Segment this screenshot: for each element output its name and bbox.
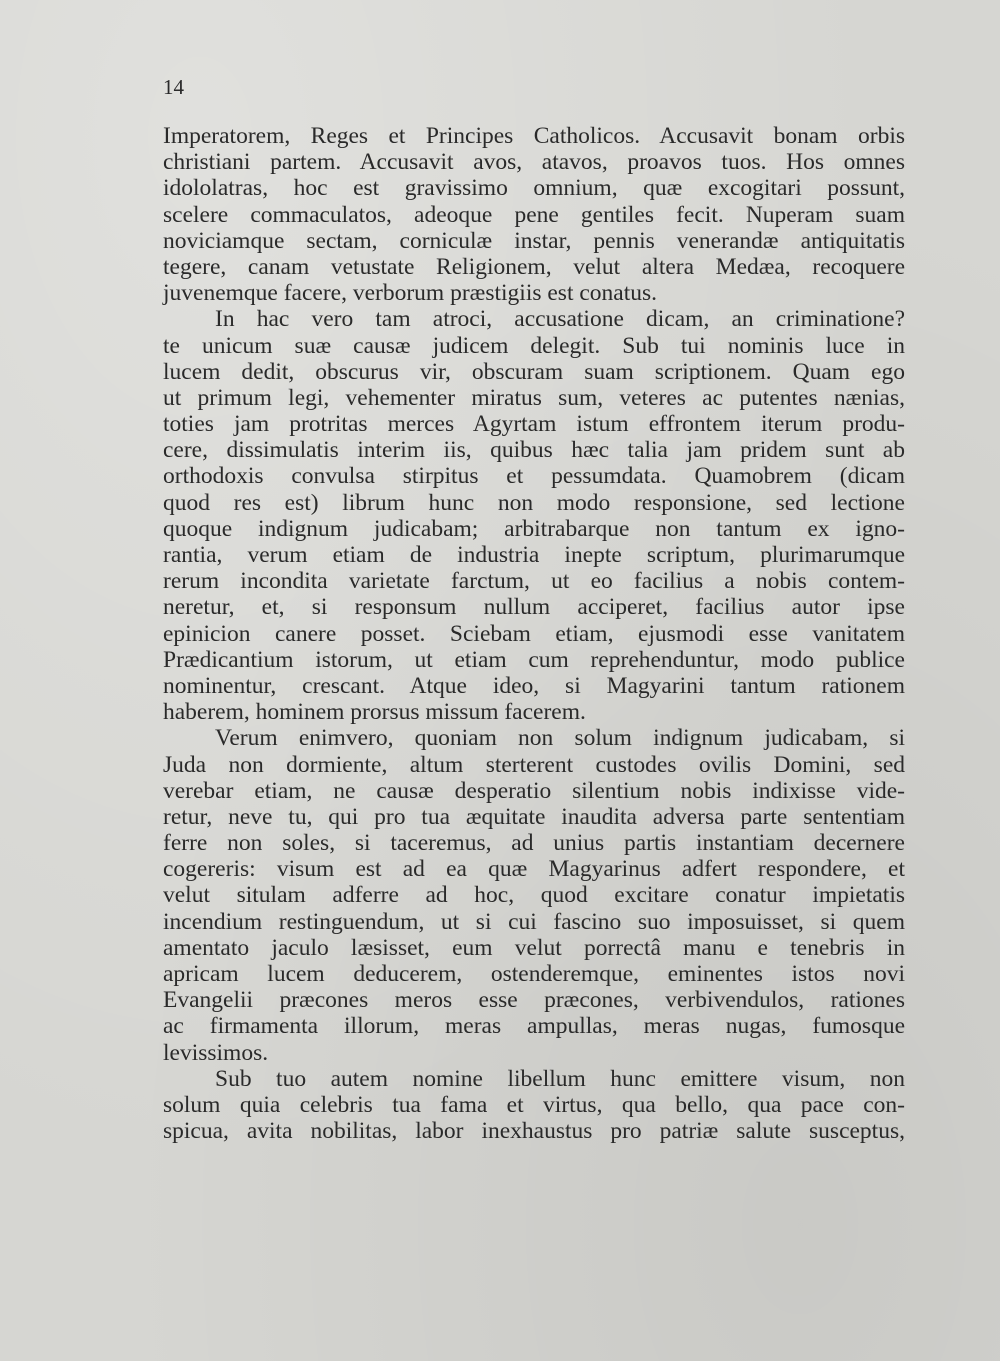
text-line: idololatras, hoc est gravissimo omnium, quæ excogitari possunt, (163, 175, 905, 202)
text-line: orthodoxis convulsa stirpitus et pessumdata. Quamobrem (dicam (163, 463, 905, 490)
text-line: levissimos. (163, 1039, 269, 1066)
text-line: verebar etiam, ne causæ desperatio silentium nobis indixisse vide- (163, 777, 905, 804)
text-line: rantia, verum etiam de industria inepte scriptum, plurimarumque (163, 542, 905, 568)
text-line: tegere, canam vetustate Religionem, velut altera Medæa, recoquere (163, 253, 905, 280)
text-line: apricam lucem deducerem, ostenderemque, eminentes istos novi (163, 961, 905, 987)
text-line: spicua, avita nobilitas, labor inexhaustus pro patriæ salute susceptus, (163, 1118, 905, 1145)
body-text (163, 123, 905, 1144)
text-line: In hac vero tam atroci, accusatione dicam, an criminatione? (215, 306, 905, 333)
text-line: ac firmamenta illorum, meras ampullas, meras nugas, fumosque (163, 1013, 905, 1040)
text-line: cogereris: visum est ad ea quæ Magyarinus adfert respondere, et (163, 856, 905, 883)
page-number: 14 (163, 75, 184, 99)
text-line: quod res est) librum hunc non modo responsione, sed lectione (163, 489, 905, 516)
text-line: Evangelii præcones meros esse præcones, verbivendulos, rationes (163, 987, 905, 1014)
text-line: ut primum legi, vehementer miratus sum, veteres ac putentes nænias, (163, 384, 905, 411)
text-line: ferre non soles, si taceremus, ad unius partis instantiam decernere (163, 830, 905, 857)
text-line: amentato jaculo læsisset, eum velut porrectâ manu e tenebris in (163, 934, 905, 961)
text-line: Imperatorem, Reges et Principes Catholicos. Accusavit bonam orbis (163, 123, 905, 149)
text-line: juvenemque facere, verborum præstigiis est conatus. (163, 280, 658, 307)
text-line: Verum enimvero, quoniam non solum indignum judicabam, si (215, 725, 905, 752)
text-line: Prædicantium istorum, ut etiam cum reprehenduntur, modo publice (163, 646, 905, 673)
text-line: cere, dissimulatis interim iis, quibus hæc talia jam pridem sunt ab (163, 437, 905, 464)
text-line: retur, neve tu, qui pro tua æquitate inaudita adversa parte sententiam (163, 803, 905, 830)
text-line: quoque indignum judicabam; arbitrabarque non tantum ex igno- (163, 515, 905, 542)
text-line: Juda non dormiente, altum sterterent custodes ovilis Domini, sed (163, 751, 905, 778)
text-line: lucem dedit, obscurus vir, obscuram suam scriptionem. Quam ego (163, 358, 905, 385)
text-line: incendium restinguendum, ut si cui fascino suo imposuisset, si quem (163, 908, 905, 935)
text-line: toties jam protritas merces Agyrtam istum effrontem iterum produ- (163, 411, 905, 438)
text-line: neretur, et, si responsum nullum acciperet, facilius autor ipse (163, 594, 905, 621)
text-line: scelere commaculatos, adeoque pene gentiles fecit. Nuperam suam (163, 201, 905, 228)
text-line: solum quia celebris tua fama et virtus, qua bello, qua pace con- (163, 1091, 905, 1118)
text-line: rerum incondita varietate farctum, ut eo facilius a nobis contem- (163, 568, 905, 595)
text-line: christiani partem. Accusavit avos, atavos, proavos tuos. Hos omnes (163, 149, 905, 176)
text-line: nominentur, crescant. Atque ideo, si Magyarini tantum rationem (163, 672, 905, 699)
text-line: epinicion canere posset. Sciebam etiam, ejusmodi esse vanitatem (163, 620, 905, 647)
text-line: te unicum suæ causæ judicem delegit. Sub tui nominis luce in (163, 332, 905, 359)
text-line: velut situlam adferre ad hoc, quod excitare conatur impietatis (163, 882, 905, 909)
text-line: Sub tuo autem nomine libellum hunc emittere visum, non (215, 1065, 905, 1092)
text-line: haberem, hominem prorsus missum facerem. (163, 699, 586, 726)
text-line: noviciamque sectam, corniculæ instar, pennis venerandæ antiquitatis (163, 227, 905, 254)
